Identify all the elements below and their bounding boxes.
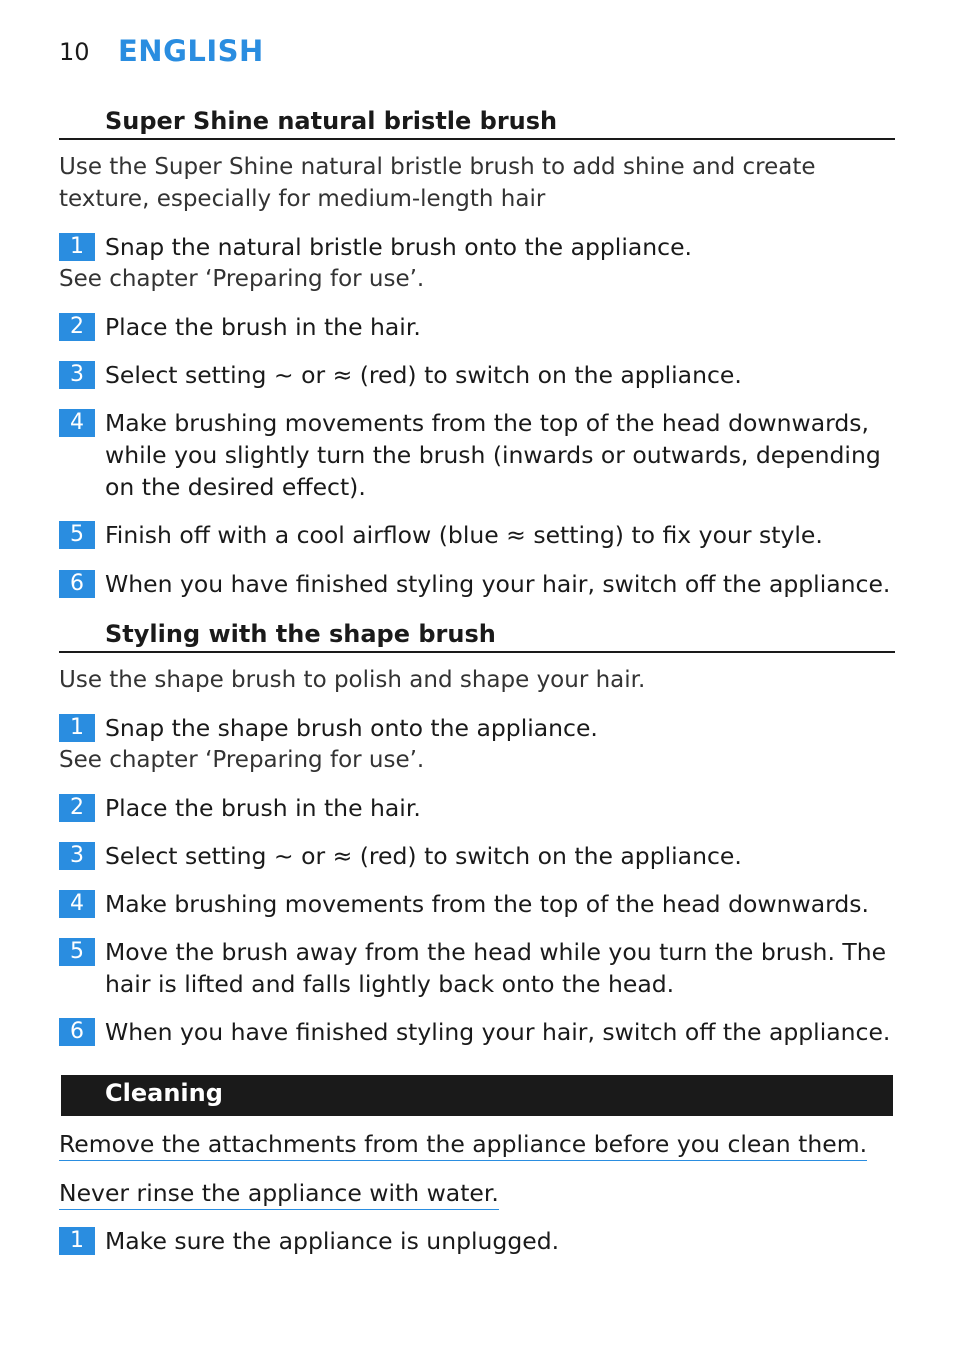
step-text: Move the brush away from the head while you turn the brush. The hair is lifted and falls lightly back onto the head. [105,938,887,998]
step-number: 2 [59,794,95,822]
step-text: Make brushing movements from the top of the head downwards. [105,890,869,918]
step-number: 5 [59,521,95,549]
step-text: When you have finished styling your hair, switch off the appliance. [105,570,891,598]
step-number: 4 [59,409,95,437]
section-title: Super Shine natural bristle brush [105,107,558,135]
step-number: 1 [59,1227,95,1255]
section-title: Cleaning [105,1079,223,1107]
step-text: Place the brush in the hair. [105,313,421,341]
step-text: Select setting ~ or ≈ (red) to switch on the appliance. [105,361,742,389]
step-item [59,568,895,600]
step-text: Make brushing movements from the top of the head downwards, while you slightly turn the brush (inwards or outwards, depending on the desired effect). [105,409,881,501]
step-item [59,936,895,1000]
step-number: 4 [59,890,95,918]
step-text: Place the brush in the hair. [105,794,421,822]
step-text: Select setting ~ or ≈ (red) to switch on the appliance. [105,842,742,870]
step-item [59,1225,895,1257]
step-note: See chapter ‘Preparing for use’. [59,747,425,773]
section-heading-cleaning [61,1075,893,1116]
step-text: Make sure the appliance is unplugged. [105,1227,560,1255]
cleaning-warning: Remove the attachments from the appliance before you clean them. [59,1129,867,1161]
section-title: Styling with the shape brush [105,620,496,648]
section-intro: Use the shape brush to polish and shape your hair. [59,667,646,693]
step-item [59,311,895,343]
step-number: 3 [59,842,95,870]
step-item [59,519,895,551]
step-item [59,888,895,920]
step-item [59,407,895,503]
section-intro: Use the Super Shine natural bristle brush to add shine and create texture, especially for medium-length hair [59,154,816,212]
step-item [59,840,895,872]
step-number: 1 [59,233,95,261]
step-text: When you have finished styling your hair, switch off the appliance. [105,1018,891,1046]
step-item [59,1016,895,1048]
step-number: 1 [59,714,95,742]
step-number: 3 [59,361,95,389]
step-item [59,712,895,744]
language-label: ENGLISH [118,34,264,68]
section-heading-shape-brush [59,619,895,653]
step-number: 6 [59,570,95,598]
cleaning-warning: Never rinse the appliance with water. [59,1178,499,1210]
step-item [59,792,895,824]
step-text: Finish off with a cool airflow (blue ≈ setting) to fix your style. [105,521,823,549]
step-item [59,231,895,263]
step-number: 2 [59,313,95,341]
step-note: See chapter ‘Preparing for use’. [59,266,425,292]
step-text: Snap the shape brush onto the appliance. [105,714,598,742]
section-heading-super-shine [59,106,895,140]
step-text: Snap the natural bristle brush onto the appliance. [105,233,693,261]
step-number: 5 [59,938,95,966]
step-item [59,359,895,391]
page-number: 10 [59,38,90,66]
step-number: 6 [59,1018,95,1046]
